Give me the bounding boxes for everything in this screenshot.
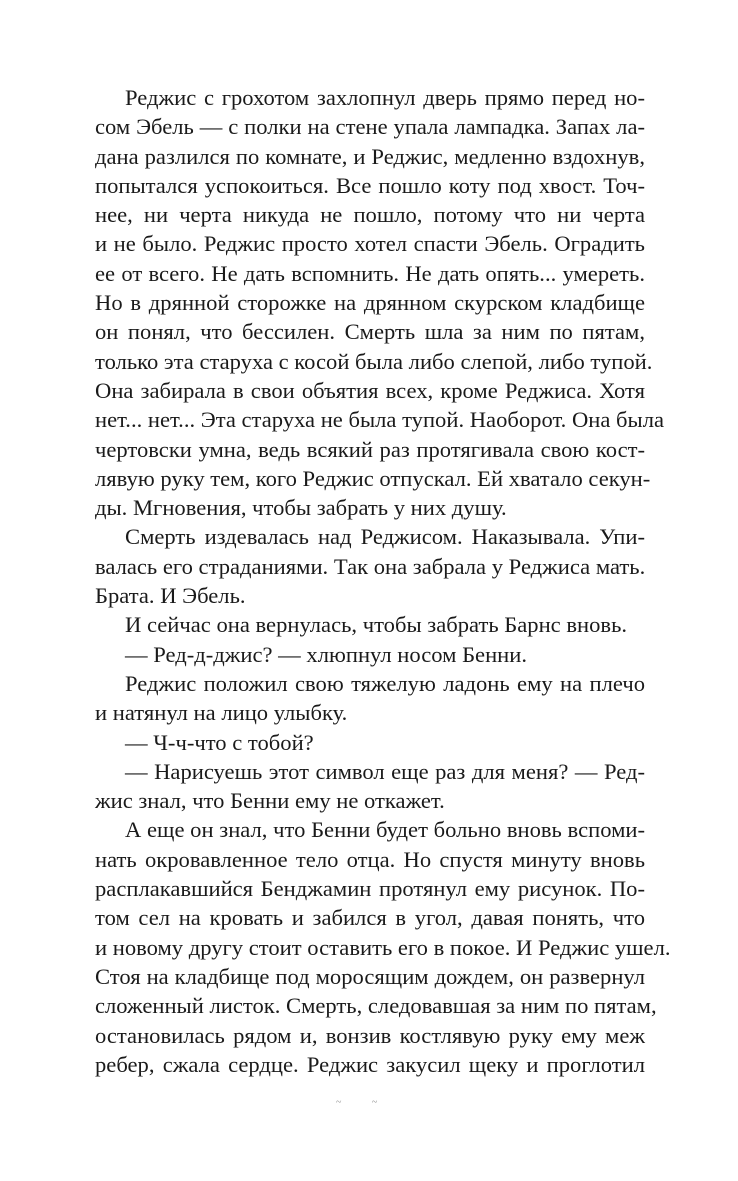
- text-line: Она забирала в свои объятия всех, кроме Реджиса. Хотя: [95, 377, 645, 403]
- text-line: И сейчас она вернулась, чтобы забрать Барнс вновь.: [125, 612, 628, 638]
- paragraph: [95, 640, 645, 669]
- text-line: жис знал, что Бенни ему не откажет.: [95, 788, 445, 814]
- paragraph: [95, 669, 645, 728]
- text-line: — Нарисуешь этот символ еще раз для меня? — Ред-: [125, 758, 645, 784]
- text-line: попытался успокоиться. Все пошло коту под хвост. Точ-: [95, 172, 645, 198]
- text-line: ды. Мгновения, чтобы забрать у них душу.: [95, 495, 507, 521]
- paragraph: [95, 757, 645, 816]
- text-line: нать окровавленное тело отца. Но спустя минуту вновь: [95, 846, 645, 872]
- text-line: расплакавшийся Бенджамин протянул ему рисунок. По-: [95, 876, 645, 902]
- page-footer-mark: ~ ~: [336, 1097, 392, 1108]
- paragraph: [95, 522, 645, 610]
- text-line: Смерть издевалась над Реджисом. Наказывала. Упи-: [125, 524, 645, 550]
- text-line: Но в дрянной сторожке на дрянном скурском кладбище: [95, 290, 645, 316]
- text-line: дана разлился по комнате, и Реджис, медленно вздохнув,: [95, 143, 645, 169]
- paragraph: [95, 728, 645, 757]
- text-line: Реджис положил свою тяжелую ладонь ему на плечо: [125, 670, 645, 696]
- text-line: Реджис с грохотом захлопнул дверь прямо перед но-: [125, 85, 645, 110]
- text-line: нее, ни черта никуда не пошло, потому что ни черта: [95, 202, 645, 228]
- text-line: — Ч-ч-что с тобой?: [125, 729, 314, 755]
- text-line: валась его страданиями. Так она забрала у Реджиса мать.: [95, 553, 646, 579]
- text-line: чертовски умна, ведь всякий раз протягивала свою кост-: [95, 436, 645, 462]
- body-text: [95, 83, 671, 1079]
- text-line: сом Эбель — с полки на стене упала лампадка. Запах ла-: [95, 114, 645, 140]
- text-line: сложенный листок. Смерть, следовавшая за ним по пятам,: [95, 993, 657, 1019]
- text-line: ее от всего. Не дать вспомнить. Не дать опять... умереть.: [95, 260, 645, 286]
- text-line: он понял, что бессилен. Смерть шла за ним по пятам,: [95, 319, 645, 345]
- text-line: — Ред-д-джис? — хлюпнул носом Бенни.: [125, 641, 527, 667]
- paragraph: [95, 83, 665, 522]
- text-line: Стоя на кладбище под моросящим дождем, он развернул: [95, 963, 645, 989]
- text-line: и не было. Реджис просто хотел спасти Эбель. Оградить: [95, 231, 645, 257]
- text-line: лявую руку тем, кого Реджис отпускал. Ей хватало секун-: [95, 465, 651, 491]
- text-line: том сел на кровать и забился в угол, давая понять, что: [95, 905, 645, 931]
- text-line: Брата. И Эбель.: [95, 583, 246, 609]
- text-line: остановилась рядом и, вонзив костлявую руку ему меж: [95, 1022, 645, 1048]
- paragraph: [95, 610, 645, 639]
- text-line: ребер, сжала сердце. Реджис закусил щеку и проглотил: [95, 1051, 645, 1077]
- text-line: только эта старуха с косой была либо слепой, либо тупой.: [95, 348, 653, 374]
- text-line: нет... нет... Эта старуха не была тупой. Наоборот. Она была: [95, 407, 665, 433]
- text-line: и новому другу стоит оставить его в покое. И Реджис ушел.: [95, 934, 671, 960]
- paragraph: [95, 815, 671, 1079]
- text-line: А еще он знал, что Бенни будет больно вновь вспоми-: [125, 817, 645, 843]
- text-line: и натянул на лицо улыбку.: [95, 700, 348, 726]
